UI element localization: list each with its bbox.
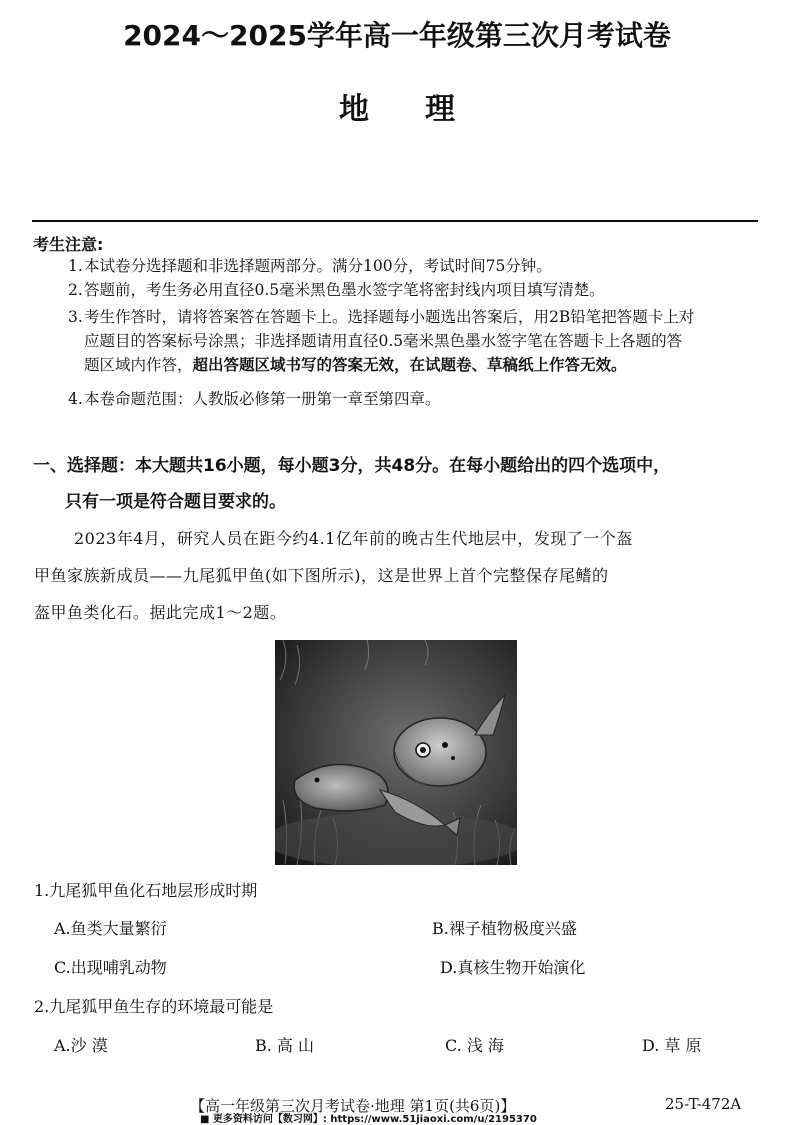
notice-item-text: 本卷命题范围：人教版必修第一册第一章至第四章。 [84,390,441,408]
notice-item-number: 2. [68,281,83,299]
question-2-option-a: A.沙 漠 [54,1036,108,1055]
notice-item-text: 考生作答时，请将答案答在答题卡上。选择题每小题选出答案后，用2B铅笔把答题卡上对 [84,308,695,326]
question-1-stem: 1.九尾狐甲鱼化石地层形成时期 [34,881,258,900]
passage-line: 盔甲鱼类化石。据此完成1～2题。 [34,603,287,622]
notice-heading: 考生注意: [33,235,104,254]
subject-title: 地理 [339,92,511,127]
question-2-option-b: B. 高 山 [255,1036,315,1055]
notice-item-text: 题区域内作答， [84,356,193,374]
question-2-stem: 2.九尾狐甲鱼生存的环境最可能是 [34,997,274,1016]
question-2-option-d: D. 草 原 [642,1036,702,1055]
resource-link-banner[interactable]: ■ 更多资料访问【数习网】: https://www.51jiaoxi.com/u/2195370 [200,1114,537,1125]
notice-item-text: 应题目的答案标号涂黑；非选择题请用直径0.5毫米黑色墨水签字笔在答题卡上各题的答 [84,332,683,350]
fossil-fish-illustration [275,640,517,865]
header-divider [32,220,758,222]
notice-item-2 [68,278,758,302]
passage [34,520,764,631]
notice-item-text: 答题前，考生务必用直径0.5毫米黑色墨水签字笔将密封线内项目填写清楚。 [84,281,605,299]
notice-item-text: 本试卷分选择题和非选择题两部分。满分100分，考试时间75分钟。 [84,257,552,275]
passage-line: 2023年4月，研究人员在距今约4.1亿年前的晚古生代地层中，发现了一个盔 [74,529,633,548]
question-1-option-c: C.出现哺乳动物 [54,958,167,977]
page-footer: 【高一年级第三次月考试卷·地理 第1页(共6页)】 [190,1097,516,1115]
notice-item-number: 3. [68,308,83,326]
question-2-option-c: C. 浅 海 [445,1036,504,1055]
question-1-option-a: A.鱼类大量繁衍 [54,919,167,938]
section-heading [33,448,763,520]
question-1-option-d: D.真核生物开始演化 [440,958,586,977]
fish-scene-image [275,640,517,865]
notice-item-number: 1. [68,257,83,275]
notice-item-3 [68,305,758,377]
notice-item-4 [68,387,758,411]
exam-code: 25-T-472A [665,1095,742,1113]
section-heading-line: 一、选择题：本大题共16小题，每小题3分，共48分。在每小题给出的四个选项中， [33,456,671,476]
exam-title: 2024～2025学年高一年级第三次月考试卷 [123,19,671,52]
section-heading-line: 只有一项是符合题目要求的。 [65,492,286,512]
notice-item-1 [68,254,758,278]
question-1-option-b: B.裸子植物极度兴盛 [432,919,577,938]
notice-item-number: 4. [68,390,83,408]
passage-line: 甲鱼家族新成员——九尾狐甲鱼(如下图所示)，这是世界上首个完整保存尾鳍的 [34,566,609,585]
notice-item-warning: 超出答题区域书写的答案无效，在试题卷、草稿纸上作答无效。 [192,356,627,374]
